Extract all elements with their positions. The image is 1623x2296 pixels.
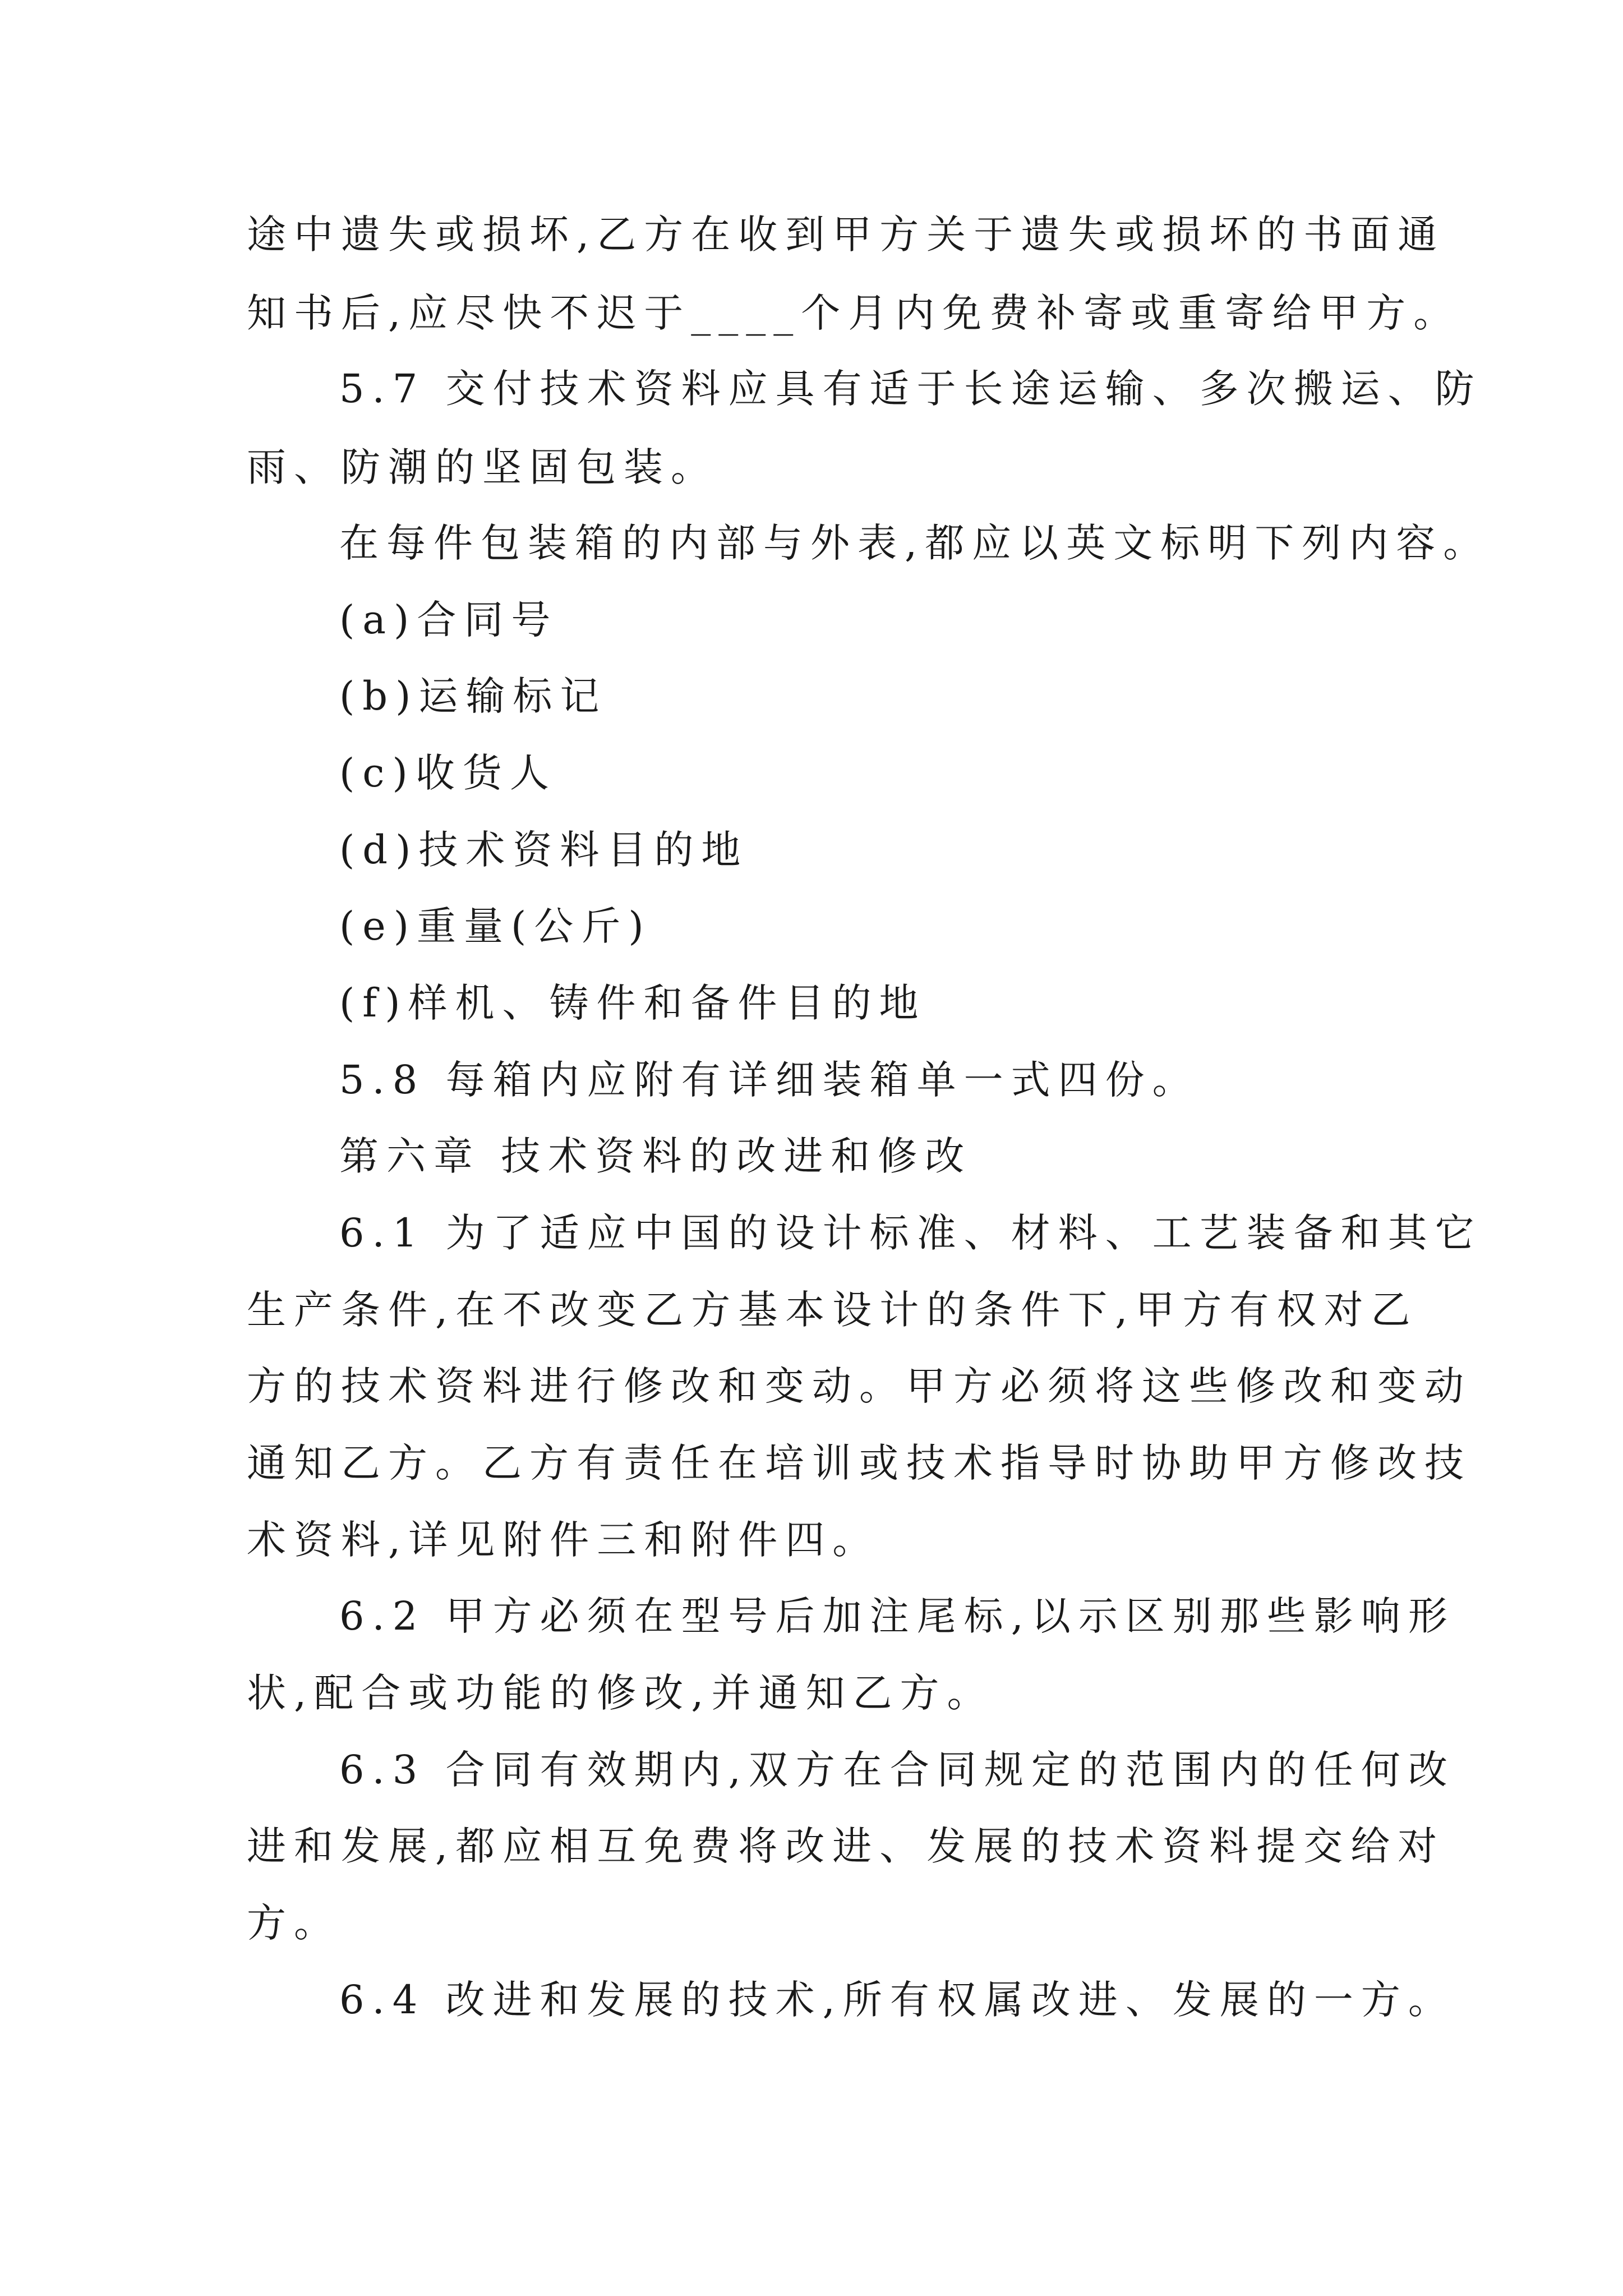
text-line: 状,配合或功能的修改,并通知乙方。 <box>247 1670 994 1716</box>
text-line: 5.8 每箱内应附有详细装箱单一式四份。 <box>339 1057 1200 1103</box>
text-line: 方。 <box>247 1900 341 1946</box>
list-item: (a)合同号 <box>339 597 559 643</box>
text-line: 术资料,详见附件三和附件四。 <box>247 1517 880 1563</box>
list-item: (e)重量(公斤) <box>339 903 652 949</box>
text-line: 5.7 交付技术资料应具有适于长途运输、多次搬运、防 <box>339 366 1482 412</box>
text-line: 雨、防潮的坚固包装。 <box>247 444 718 490</box>
text-line: 6.3 合同有效期内,双方在合同规定的范围内的任何改 <box>339 1747 1455 1793</box>
text-line: 6.1 为了适应中国的设计标准、材料、工艺装备和其它 <box>339 1210 1482 1256</box>
text-line: 知书后,应尽快不迟于____个月内免费补寄或重寄给甲方。 <box>247 290 1461 336</box>
text-line: 6.2 甲方必须在型号后加注尾标,以示区别那些影响形 <box>339 1593 1455 1639</box>
text-line: 在每件包装箱的内部与外表,都应以英文标明下列内容。 <box>339 520 1491 566</box>
list-item: (b)运输标记 <box>339 673 607 719</box>
chapter-heading: 第六章 技术资料的改进和修改 <box>339 1133 972 1179</box>
text-line: 方的技术资料进行修改和变动。甲方必须将这些修改和变动 <box>247 1363 1472 1409</box>
list-item: (c)收货人 <box>339 750 557 796</box>
text-line: 生产条件,在不改变乙方基本设计的条件下,甲方有权对乙 <box>247 1287 1418 1333</box>
text-line: 通知乙方。乙方有责任在培训或技术指导时协助甲方修改技 <box>247 1440 1472 1486</box>
list-item: (f)样机、铸件和备件目的地 <box>339 980 926 1026</box>
text-line: 进和发展,都应相互免费将改进、发展的技术资料提交给对 <box>247 1823 1445 1869</box>
list-item: (d)技术资料目的地 <box>339 827 749 873</box>
text-line: 途中遗失或损坏,乙方在收到甲方关于遗失或损坏的书面通 <box>247 211 1445 257</box>
text-line: 6.4 改进和发展的技术,所有权属改进、发展的一方。 <box>339 1977 1455 2023</box>
